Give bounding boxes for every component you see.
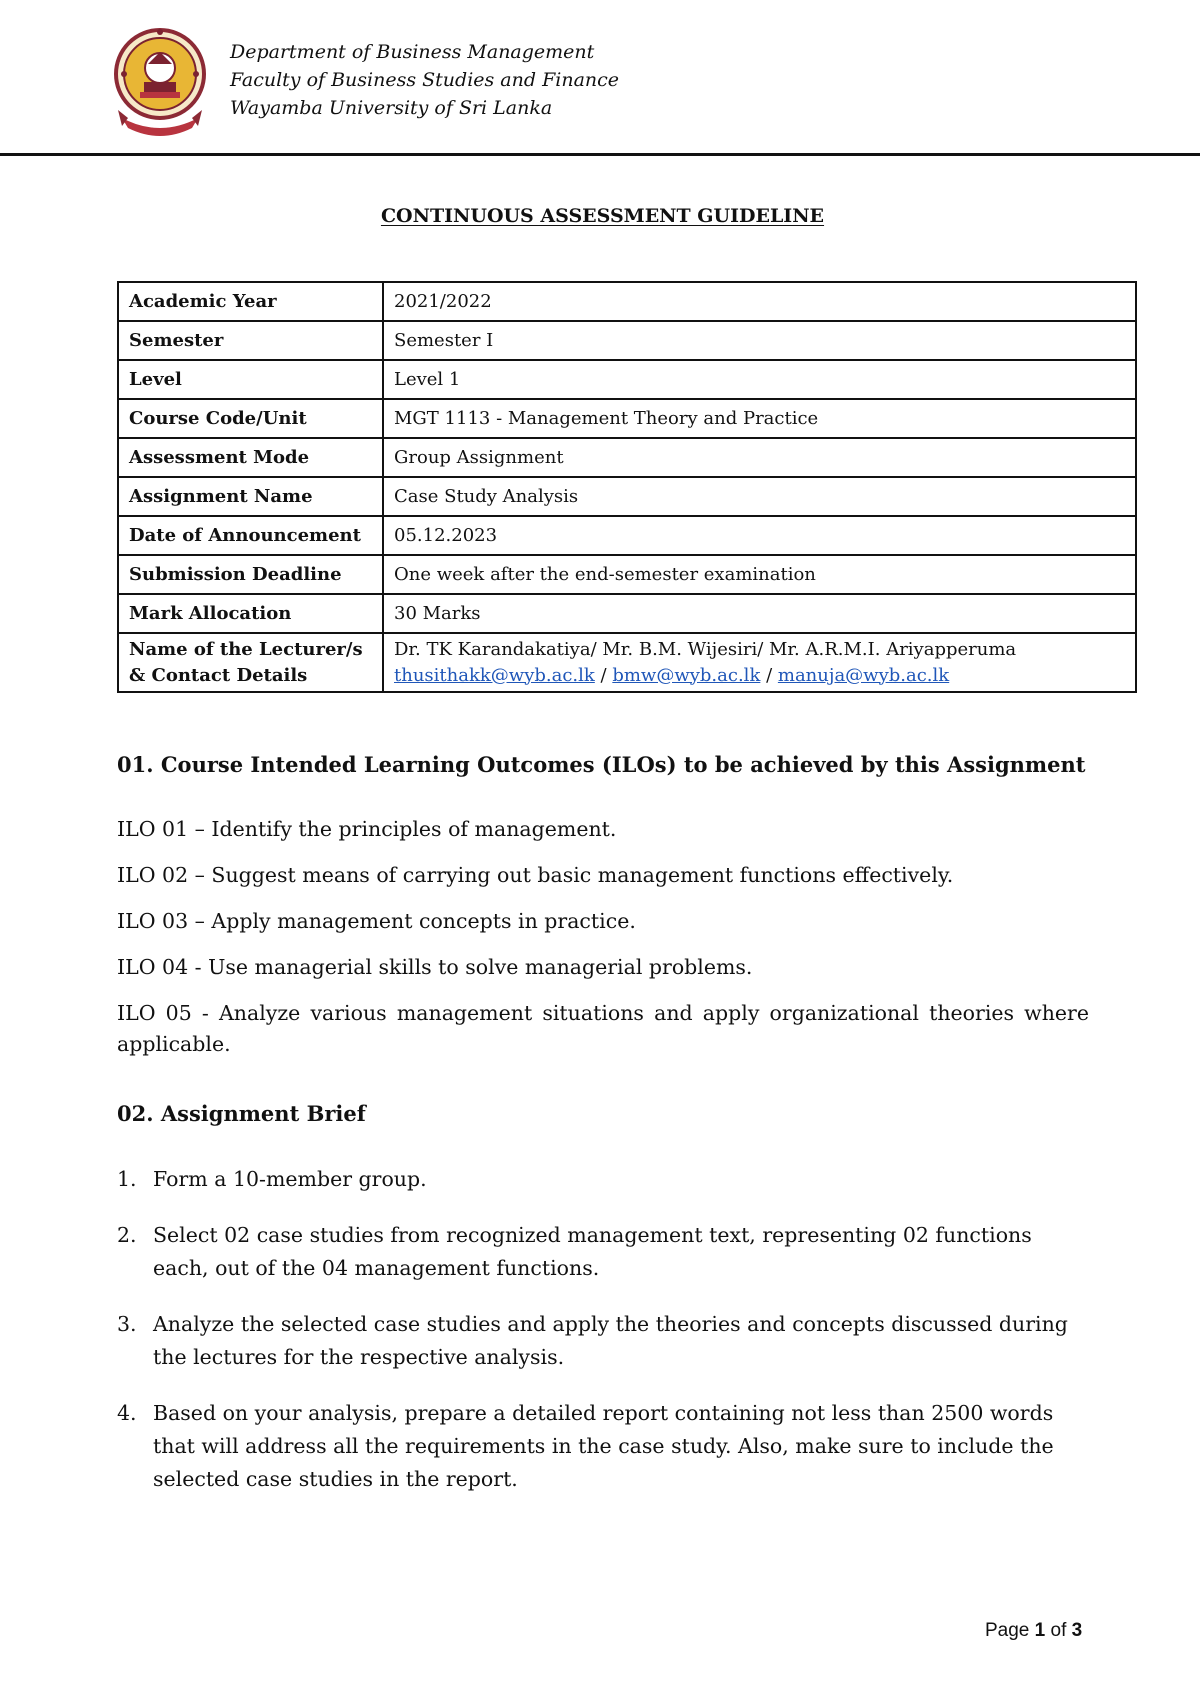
department-name: Department of Business Management [230,41,595,63]
mark-allocation-label: Mark Allocation [118,594,383,633]
university-name: Wayamba University of Sri Lanka [230,97,553,119]
semester-value: Semester I [383,321,1136,360]
page-current: 1 [1034,1620,1046,1641]
semester-label: Semester [118,321,383,360]
document-title: CONTINUOUS ASSESSMENT GUIDELINE [380,205,825,227]
list-item-text: Based on your analysis, prepare a detailed report containing not less than 2500 words that will address all the requirements in the case study. Also, make sure to include the selected case studies in the report. [153,1401,1054,1491]
assignment-brief-list [117,1163,1089,1519]
university-crest-icon [112,18,208,140]
level-value: Level 1 [383,360,1136,399]
email-link-manuja[interactable]: manuja@wyb.ac.lk [777,664,950,686]
list-item-number: 2. [117,1223,137,1247]
assessment-info-table [117,281,1137,693]
ilo-item-03: ILO 03 – Apply management concepts in practice. [117,909,636,933]
header-divider [0,153,1200,156]
announcement-date-label: Date of Announcement [118,516,383,555]
table-row [118,516,1136,555]
course-code-value: MGT 1113 - Management Theory and Practice [383,399,1136,438]
list-item-text: Form a 10-member group. [153,1167,427,1191]
lecturer-label-line1: Name of the Lecturer/s [129,638,363,660]
list-item [117,1219,1089,1285]
list-item [117,1163,1089,1196]
assignment-name-label: Assignment Name [118,477,383,516]
ilo-section-heading: 01. Course Intended Learning Outcomes (ILOs) to be achieved by this Assignment [117,752,1086,777]
mark-allocation-value: 30 Marks [383,594,1136,633]
lecturer-emails [394,663,1125,689]
list-item-text: Select 02 case studies from recognized management text, representing 02 functions each, out of the 04 management functions. [153,1223,1032,1280]
lecturer-label [118,633,383,692]
email-separator: / [760,664,778,686]
list-item-number: 1. [117,1167,137,1191]
ilo-item-04: ILO 04 - Use managerial skills to solve managerial problems. [117,955,753,979]
course-code-label: Course Code/Unit [118,399,383,438]
list-item [117,1308,1089,1374]
academic-year-label: Academic Year [118,282,383,321]
list-item-number: 3. [117,1312,137,1336]
table-row [118,360,1136,399]
page-total: 3 [1071,1620,1083,1641]
list-item-text: Analyze the selected case studies and apply the theories and concepts discussed during the lectures for the respective analysis. [153,1312,1068,1369]
page-word: Page [985,1620,1030,1641]
page-number [985,1620,1082,1642]
level-label: Level [118,360,383,399]
table-row [118,321,1136,360]
faculty-name: Faculty of Business Studies and Finance [230,69,620,91]
table-row [118,594,1136,633]
email-link-thusithakk[interactable]: thusithakk@wyb.ac.lk [394,664,595,686]
table-row [118,477,1136,516]
table-row [118,282,1136,321]
lecturer-names: Dr. TK Karandakatiya/ Mr. B.M. Wijesiri/ Mr. A.R.M.I. Ariyapperuma [394,638,1017,660]
table-row [118,633,1136,692]
email-separator: / [594,664,613,686]
lecturer-label-line2: & Contact Details [129,664,308,686]
institution-header [230,38,619,122]
ilo-item-05: ILO 05 - Analyze various management situations and apply organizational theories where applicable. [117,1001,1089,1056]
academic-year-value: 2021/2022 [383,282,1136,321]
assignment-brief-heading: 02. Assignment Brief [117,1101,366,1126]
of-word: of [1050,1620,1067,1641]
submission-deadline-label: Submission Deadline [118,555,383,594]
email-link-bmw[interactable]: bmw@wyb.ac.lk [612,664,761,686]
list-item-number: 4. [117,1401,137,1425]
table-row [118,399,1136,438]
assessment-mode-label: Assessment Mode [118,438,383,477]
announcement-date-value: 05.12.2023 [383,516,1136,555]
ilo-item-01: ILO 01 – Identify the principles of management. [117,817,617,841]
lecturer-value [383,633,1136,692]
list-item [117,1397,1089,1496]
submission-deadline-value: One week after the end-semester examination [383,555,1136,594]
assignment-name-value: Case Study Analysis [383,477,1136,516]
table-row [118,438,1136,477]
assessment-mode-value: Group Assignment [383,438,1136,477]
ilo-item-02: ILO 02 – Suggest means of carrying out basic management functions effectively. [117,863,954,887]
table-row [118,555,1136,594]
